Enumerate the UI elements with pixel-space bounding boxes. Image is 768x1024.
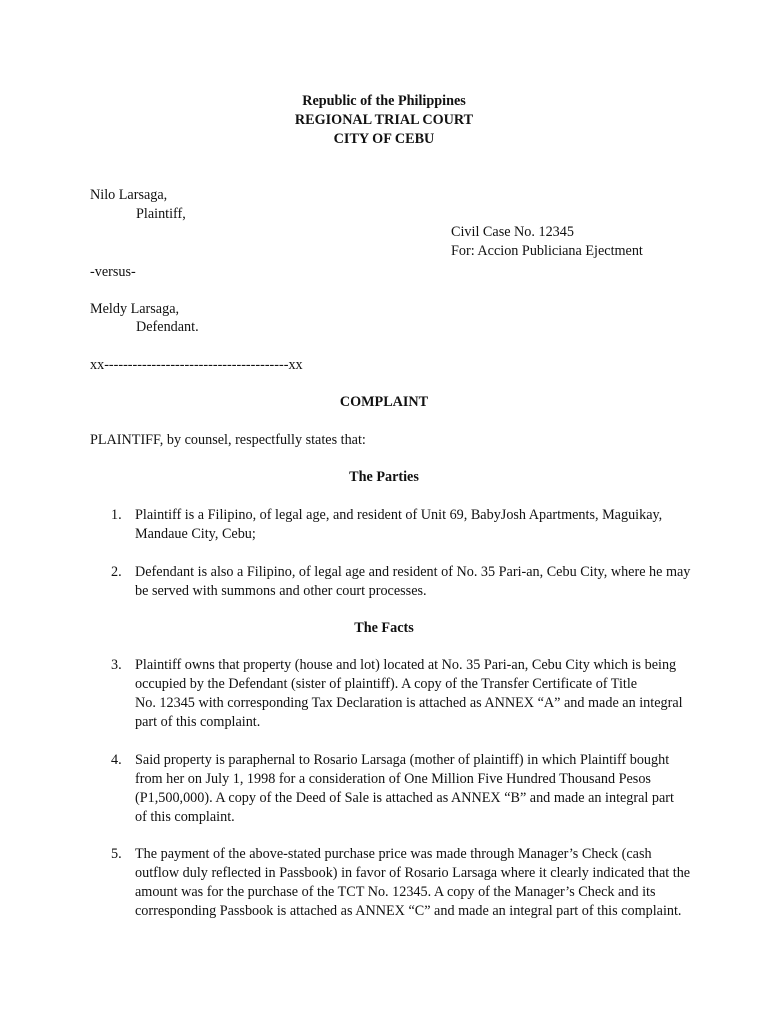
caption-separator: xx---------------------------------------xx [90, 357, 303, 373]
paragraph-line: amount was for the purchase of the TCT No. 12345. A copy of the Manager’s Check and its [135, 884, 656, 900]
paragraph-number: 3. [111, 657, 122, 673]
paragraph-line: part of this complaint. [135, 714, 261, 730]
paragraph-line: Said property is paraphernal to Rosario Larsaga (mother of plaintiff) in which Plaintiff bought [135, 752, 670, 768]
section-heading-parties: The Parties [349, 469, 419, 485]
paragraph-line: Defendant is also a Filipino, of legal age and resident of No. 35 Pari-an, Cebu City, where he may [135, 564, 691, 580]
intro-paragraph: PLAINTIFF, by counsel, respectfully states that: [90, 432, 366, 448]
paragraph-body [135, 751, 695, 827]
plaintiff-role: Plaintiff, [136, 206, 186, 222]
header-court: REGIONAL TRIAL COURT [294, 112, 474, 128]
paragraph-body [135, 563, 695, 601]
paragraph-line: corresponding Passbook is attached as ANNEX “C” and made an integral part of this complaint. [135, 903, 682, 919]
paragraph-line: occupied by the Defendant (sister of plaintiff). A copy of the Transfer Certificate of Title [135, 676, 638, 692]
paragraph-line: Mandaue City, Cebu; [135, 526, 256, 542]
paragraph-line: outflow duly reflected in Passbook) in favor of Rosario Larsaga where it clearly indicated that the [135, 865, 691, 881]
section-heading-facts: The Facts [354, 620, 414, 636]
paragraph-body [135, 656, 695, 732]
paragraph-line: of this complaint. [135, 809, 235, 825]
paragraph-line: Plaintiff is a Filipino, of legal age, and resident of Unit 69, BabyJosh Apartments, Maguikay, [135, 507, 663, 523]
header-city: CITY OF CEBU [333, 131, 435, 147]
defendant-role: Defendant. [136, 319, 199, 335]
court-header [0, 92, 768, 149]
paragraph-body [135, 506, 695, 544]
versus-label: -versus- [90, 264, 136, 280]
paragraph-line: The payment of the above-stated purchase price was made through Manager’s Check (cash [135, 846, 652, 862]
case-number: Civil Case No. 12345 [451, 224, 574, 240]
paragraph-body [135, 845, 695, 921]
paragraph-line: Plaintiff owns that property (house and lot) located at No. 35 Pari-an, Cebu City which is being [135, 657, 677, 673]
paragraph-number: 4. [111, 752, 122, 768]
paragraph-line: (P1,500,000). A copy of the Deed of Sale is attached as ANNEX “B” and made an integral part [135, 790, 674, 806]
case-nature: For: Accion Publiciana Ejectment [451, 243, 643, 259]
document-title: COMPLAINT [339, 394, 429, 410]
paragraph-number: 1. [111, 507, 122, 523]
paragraph-number: 2. [111, 564, 122, 580]
paragraph-line: from her on July 1, 1998 for a consideration of One Million Five Hundred Thousand Pesos [135, 771, 651, 787]
paragraph-line: be served with summons and other court processes. [135, 583, 427, 599]
header-republic: Republic of the Philippines [302, 93, 466, 109]
defendant-name: Meldy Larsaga, [90, 301, 180, 317]
plaintiff-name: Nilo Larsaga, [90, 187, 168, 203]
paragraph-line: No. 12345 with corresponding Tax Declaration is attached as ANNEX “A” and made an integral [135, 695, 683, 711]
paragraph-number: 5. [111, 846, 122, 862]
